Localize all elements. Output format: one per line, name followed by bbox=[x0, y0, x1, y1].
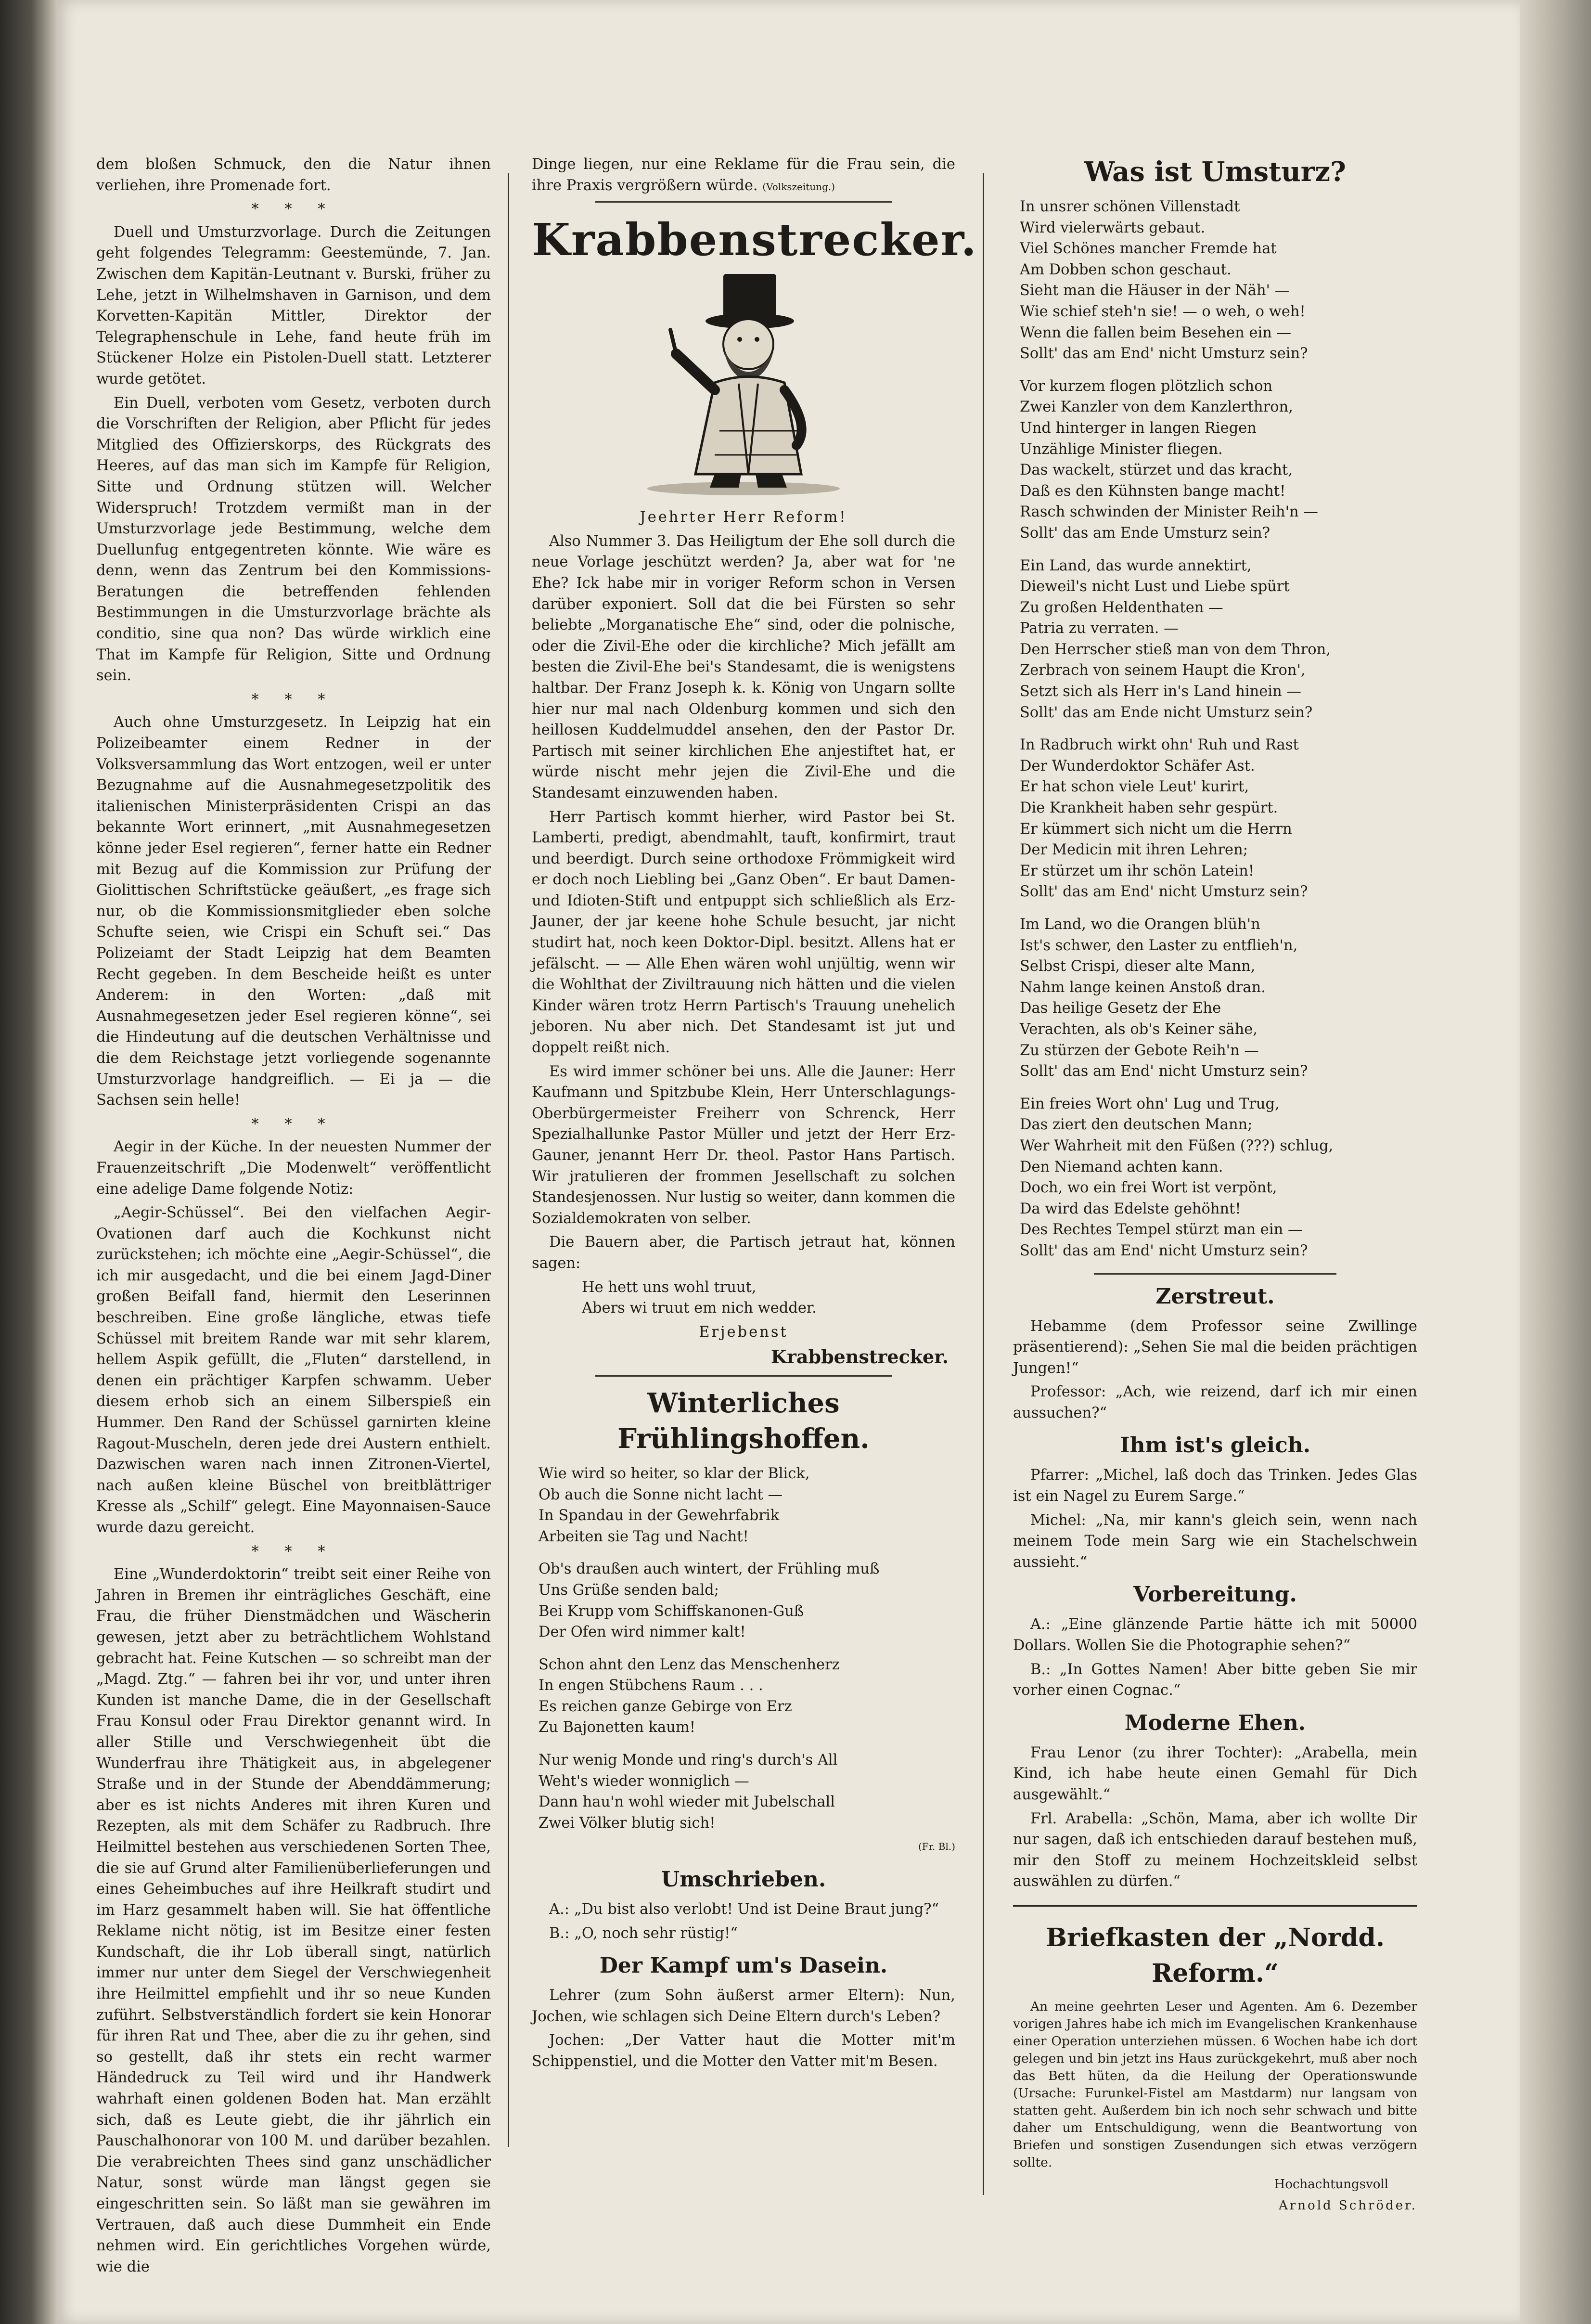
poem-line: Doch, wo ein frei Wort ist verpönt, bbox=[1020, 1179, 1277, 1197]
article-aegir-quote: „Aegir-Schüssel“. Bei den vielfachen Aegir-Ovationen darf auch die Kochkunst nicht zurückstehen; ich möchte eine „Aegir-Schüssel“, die ich mir ausgedacht, und die bei einem Jagd-Diner großen Beifall fand, hiermit den Leserinnen beschreiben. Eine große längliche, etwas tiefe Schüssel mit breitem Rande war mit sehr klarem, hellem Aspik gefüllt, die „Fluten“ darstellend, in denen ein prächtiger Karpfen schwamm. Ueber diesem erhob sich an einem Silberspieß ein Hummer. Den Rand der Schüssel garnirten kleine Ragout-Muscheln, deren jede drei Austern enthielt. Dazwischen waren nach innen Zitronen-Viertel, nach außen kleine Büschel von breitblättriger Kresse als „Schilf“ gelegt. Eine Mayonnaisen-Sauce wurde dazu gereicht. bbox=[96, 1204, 491, 1536]
poem-line: Zu stürzen der Gebote Reih'n — bbox=[1020, 1042, 1259, 1059]
poem-stanza bbox=[539, 1463, 955, 1547]
joke-line: Michel: „Na, mir kann's gleich sein, wenn nach meinem Tode mein Sarg wie ein Stachelschwein aussieht.“ bbox=[1013, 1511, 1417, 1571]
poem-line: Das wackelt, stürzet und das kracht, bbox=[1020, 462, 1293, 479]
poem-line: Zu großen Heldenthaten — bbox=[1020, 599, 1223, 616]
poem-line: Er kümmert sich nicht um die Herrn bbox=[1020, 820, 1292, 838]
poem-line: Am Dobben schon geschaut. bbox=[1020, 261, 1232, 278]
poem-line: Wer Wahrheit mit den Füßen (???) schlug, bbox=[1020, 1137, 1334, 1154]
poem-line: Die Krankheit haben sehr gespürt. bbox=[1020, 800, 1278, 817]
column-rule-2 bbox=[983, 173, 984, 2195]
poem-line: Selbst Crispi, dieser alte Mann, bbox=[1020, 958, 1256, 975]
joke-title: Umschrieben. bbox=[661, 1867, 826, 1892]
poem-line: Daß es den Kühnsten bange macht! bbox=[1020, 482, 1286, 500]
poem-line: Ein Land, das wurde annektirt, bbox=[1020, 557, 1252, 574]
poem-line: Im Land, wo die Orangen blüh'n bbox=[1020, 916, 1260, 933]
joke-title: Moderne Ehen. bbox=[1124, 1710, 1306, 1735]
poem-stanza bbox=[1020, 555, 1417, 723]
poem-line: Nur wenig Monde und ring's durch's All bbox=[539, 1752, 838, 1769]
couplet-line: He hett uns wohl truut, bbox=[582, 1278, 757, 1296]
joke-line: B.: „O, noch sehr rüstig!“ bbox=[549, 1924, 738, 1942]
poem-stanza bbox=[1020, 196, 1417, 364]
section-divider bbox=[1094, 1273, 1336, 1275]
poem-stanza bbox=[539, 1654, 955, 1738]
poem-stanza bbox=[539, 1559, 955, 1642]
letter-closing: Erjebenst bbox=[699, 1323, 788, 1341]
column-3 bbox=[1013, 154, 1417, 2216]
feature-title: Krabbenstrecker. bbox=[532, 214, 977, 266]
poem-line: Nahm lange keinen Anstoß dran. bbox=[1020, 979, 1266, 996]
poem-line: Vor kurzem flogen plötzlich schon bbox=[1020, 377, 1273, 395]
joke-line: Frl. Arabella: „Schön, Mama, aber ich wollte Dir nur sagen, daß ich entschieden darauf bestehen muß, mir den Stoff zu meinem Hochzeitskleid selbst auswählen zu dürfen.“ bbox=[1013, 1810, 1417, 1890]
poem-line: Dieweil's nicht Lust und Liebe spürt bbox=[1020, 578, 1290, 595]
mailbox-notice bbox=[1013, 1905, 1417, 2216]
separator-stars: * * * bbox=[251, 691, 336, 708]
poem-line: Sollt' das am End' nicht Umsturz sein? bbox=[1020, 1063, 1308, 1080]
poem-line: Schon ahnt den Lenz das Menschenherz bbox=[539, 1656, 840, 1673]
poem-line: Er stürzet um ihr schön Latein! bbox=[1020, 862, 1255, 879]
poem-line: Uns Grüße senden bald; bbox=[539, 1581, 719, 1599]
poem-line: Das ziert den deutschen Mann; bbox=[1020, 1116, 1253, 1134]
poem-line: Zwei Kanzler von dem Kanzlerthron, bbox=[1020, 399, 1293, 416]
poem-line: Da wird das Edelste gehöhnt! bbox=[1020, 1200, 1241, 1217]
poem-line: Ob auch die Sonne nicht lacht — bbox=[539, 1486, 783, 1503]
joke-title: Der Kampf um's Dasein. bbox=[599, 1953, 888, 1978]
poem-line: Arbeiten sie Tag und Nacht! bbox=[539, 1528, 749, 1545]
poem-line: Wie wird so heiter, so klar der Blick, bbox=[539, 1465, 810, 1482]
poem-line: Der Wunderdoktor Schäfer Ast. bbox=[1020, 757, 1255, 775]
letter-paragraph: Herr Partisch kommt hierher, wird Pastor bei St. Lamberti, predigt, abendmahlt, tauft, konfirmirt, traut und beerdigt. Durch seine orthodoxe Frömmigkeit wird er doch noch Liebling bei „Ganz Oben“. Er baut Damen- und Idioten-Stift und entpuppt sich schließlich als Erz-Jauner, der jar keene hohe Schule besucht, jar nicht studirt hat, noch keen Doktor-Dipl. besitzt. Allens hat er jefälscht. — — Alle Ehen wären wohl unjültig, wenn wir die Wohlthat der Ziviltrauung nich hätten und die vielen Kinder wären trotz Herrn Partisch's Trauung unehelich jeboren. Nu aber nich. Det Standesamt ist jut und doppelt reißt nich. bbox=[532, 808, 955, 1057]
poem-stanza bbox=[1020, 1094, 1417, 1262]
continuation-text: Dinge liegen, nur eine Reklame für die Frau sein, die ihre Praxis vergrößern würde. bbox=[532, 156, 955, 194]
poem-stanza bbox=[1020, 914, 1417, 1082]
poem-line: Er hat schon viele Leut' kurirt, bbox=[1020, 778, 1249, 796]
column-rule-1 bbox=[508, 173, 509, 2147]
mailbox-title: Briefkasten der „Nordd. Reform.“ bbox=[1046, 1923, 1385, 1988]
poem-line: Bei Krupp vom Schiffskanonen-Guß bbox=[539, 1602, 804, 1620]
poem-line: Sollt' das am End' nicht Umsturz sein? bbox=[1020, 1242, 1308, 1259]
poem-line: Und hinterger in langen Riegen bbox=[1020, 419, 1257, 437]
article-duell-1: Duell und Umsturzvorlage. Durch die Zeitungen geht folgendes Telegramm: Geestemünde, 7. Jan. Zwischen dem Kapitän-Leutnant v. Burski, früher zu Lehe, jetzt in Wilhelmshaven in Garnison, und dem Korvetten-Kapitän Mittler, Direktor der Telegraphenschule in Lehe, fand heute früh im Stückener Holze ein Pistolen-Duell statt. Letzterer wurde getötet. bbox=[96, 223, 491, 387]
column-1 bbox=[96, 154, 491, 2280]
poem-line: Setzt sich als Herr in's Land hinein — bbox=[1020, 683, 1301, 700]
separator-stars: * * * bbox=[251, 1543, 336, 1560]
poem-line: Wenn die fallen beim Besehen ein — bbox=[1020, 324, 1292, 341]
poem-line: Zwei Völker blutig sich! bbox=[539, 1814, 716, 1832]
joke-title: Zerstreut. bbox=[1155, 1284, 1275, 1309]
poem-line: Ob's draußen auch wintert, der Frühling muß bbox=[539, 1561, 880, 1578]
poem-line: Patria zu verraten. — bbox=[1020, 620, 1179, 637]
joke-line: Frau Lenor (zu ihrer Tochter): „Arabella, mein Kind, ich habe heute einen Gemahl für Dich ausgewählt.“ bbox=[1013, 1744, 1417, 1803]
joke-line: A.: „Eine glänzende Partie hätte ich mit 50000 Dollars. Wollen Sie die Photographie sehen?“ bbox=[1013, 1616, 1417, 1654]
dialect-couplet bbox=[539, 1277, 955, 1319]
section-divider bbox=[595, 201, 892, 203]
section-divider bbox=[595, 1375, 892, 1377]
mailbox-text: An meine geehrten Leser und Agenten. Am 6. Dezember vorigen Jahres habe ich mich im Evangelischen Krankenhause einer Operation unterziehen müssen. 6 Wochen habe ich dort gelegen und bin jetzt ins Haus zurückgekehrt, muß aber noch das Bett hüten, da die Heilung der Operationswunde (Ursache: Furunkel-Fistel am Mastdarm) nur langsam von statten geht. Außerdem bin ich noch sehr schwach und bitte daher um Entschuldigung, wenn die Beantwortung von Briefen und sonstigen Zusendungen sich etwas verzögern sollte. bbox=[1013, 1999, 1417, 2170]
poem-line: Verachten, als ob's Keiner sähe, bbox=[1020, 1020, 1257, 1038]
poem-line: Der Ofen wird nimmer kalt! bbox=[539, 1624, 746, 1641]
poem-line: Weht's wieder wonniglich — bbox=[539, 1772, 749, 1790]
poem-line: Viel Schönes mancher Fremde hat bbox=[1020, 240, 1277, 258]
poem-title: Was ist Umsturz? bbox=[1084, 156, 1346, 188]
poem-line: Dann hau'n wohl wieder mit Jubelschall bbox=[539, 1794, 835, 1811]
poem-line: Es reichen ganze Gebirge von Erz bbox=[539, 1698, 792, 1715]
joke-line: Professor: „Ach, wie reizend, darf ich mir einen aussuchen?“ bbox=[1013, 1383, 1417, 1421]
joke-title: Ihm ist's gleich. bbox=[1119, 1433, 1311, 1458]
joke-line: B.: „In Gottes Namen! Aber bitte geben Sie mir vorher einen Cognac.“ bbox=[1013, 1661, 1417, 1699]
poem-line: Sollt' das am End' nicht Umsturz sein? bbox=[1020, 345, 1308, 362]
column-2 bbox=[532, 154, 977, 2075]
joke-title: Vorbereitung. bbox=[1133, 1582, 1297, 1607]
letter-paragraph: Die Bauern aber, die Partisch jetraut hat, können sagen: bbox=[532, 1234, 955, 1272]
article-wunderdoktorin: Eine „Wunderdoktorin“ treibt seit einer Reihe von Jahren in Bremen ihr einträgliches Geschäft, eine Frau, die früher Dienstmädchen und Wäscherin gewesen, jetzt aber zu beträchtlichem Wohlstand gebracht hat. Feine Kutschen — so schreibt man der „Magd. Ztg.“ — fahren bei ihr vor, und unter ihren Kunden ist manche Dame, die in der Gesellschaft Frau Konsul oder Frau Direktor genannt wird. In aller Stille und Verschwiegenheit übt die Wunderfrau ihre Thätigkeit aus, in abgelegener Straße und in der Stunde der Abenddämmerung; aber es ist nichts Anderes mit ihren Kuren und Rezepten, als mit dem Schäfer zu Radbruch. Ihre Heilmittel bestehen aus verschiedenen Sorten Thee, die sie auf Grund alter Familienüberlieferungen und eines Geheimbuches auf ihre Heilkraft studirt und im Harz gesammelt haben will. Sie hat öffentliche Reklame nicht nötig, ist im Besitze einer festen Kundschaft, die ihr Lob überall singt, natürlich immer nur unter dem Siegel der Verschwiegenheit ihre Heilmittel empfiehlt und ihr so neue Kunden zuführt. Selbstverständlich fordert sie kein Honorar für ihren Rat und Thee, aber die zu ihr gehen, sind so gestellt, daß ihr stets ein recht warmer Händedruck zu Teil wird und ihr Handwerk wahrhaft einen goldenen Boden hat. Man erzählt sich, daß es Leute giebt, die ihr jährlich ein Pauschalhonorar von 100 M. und darüber bezahlen. Die verabreichten Thees sind ganz unschädlicher Natur, sonst würde man längst gegen sie eingeschritten sein. So läßt man sie gewähren im Vertrauen, daß auch diese Dummheit ein Ende nehmen wird. Ein gerichtliches Vorgehen würde, wie die bbox=[96, 1566, 491, 2275]
poem-line: In Spandau in der Gewehrfabrik bbox=[539, 1507, 780, 1524]
page-edge bbox=[1520, 0, 1591, 2324]
poem-line: Sollt' das am Ende Umsturz sein? bbox=[1020, 524, 1270, 542]
poem-line: Zerbrach von seinem Haupt die Kron', bbox=[1020, 662, 1306, 679]
letter-salutation: Jeehrter Herr Reform! bbox=[640, 509, 847, 526]
poem-line: In engen Stübchens Raum . . . bbox=[539, 1677, 763, 1694]
poem-line: Unzählige Minister fliegen. bbox=[1020, 440, 1223, 458]
article-duell-2: Ein Duell, verboten vom Gesetz, verboten durch die Vorschriften der Religion, aber Pflicht für jedes Mitglied des Offizierskorps, des Rückgrats des Heeres, auf das man sich im Kampfe für Religion, Sitte und Ordnung stützen will. Welcher Widerspruch! Trotzdem vermißt man in der Umsturzvorlage jede Bestimmung, welche dem Duellunfug entgegentreten könnte. Wie wäre es denn, wenn das Zentrum bei den Kommissions-Beratungen die betreffenden fehlenden Bestimmungen in die Umsturzvorlage brächte als conditio, sine qua non? Das würde wirklich eine That im Kampfe für Religion, Sitte und Ordnung sein. bbox=[96, 394, 491, 684]
joke-line: Hebamme (dem Professor seine Zwillinge präsentierend): „Sehen Sie mal die beiden prächtigen Jungen!“ bbox=[1013, 1317, 1417, 1377]
article-continuation bbox=[532, 154, 955, 197]
poem-line: Sollt' das am Ende nicht Umsturz sein? bbox=[1020, 704, 1313, 721]
couplet-line: Abers wi truut em nich wedder. bbox=[582, 1300, 817, 1317]
poem-line: Des Rechtes Tempel stürzt man ein — bbox=[1020, 1221, 1303, 1239]
article-umsturzgesetz: Auch ohne Umsturzgesetz. In Leipzig hat ein Polizeibeamter einem Redner in der Volksversammlung das Wort entzogen, weil er unter Bezugnahme auf die Ausnahmegesetzpolitik des italienischen Ministerpräsidenten Crispi an das bekannte Wort erinnert, „mit Ausnahmegesetzen könne jeder Esel regieren“, ferner hatte ein Redner mit Bezug auf die Kommission zur Prüfung der Giolittischen Schriftstücke geäußert, „es frage sich nur, ob die Kommissionsmitglieder eben solche Schufte seien, wie Crispi ein Schuft sei.“ Das Polizeiamt der Stadt Leipzig hat dem Beamten Recht gegeben. In dem Bescheide heißt es unter Anderem: in den Worten: „daß mit Ausnahmegesetzen jeder Esel regieren könne“, sei die Hindeutung auf die deutschen Verhältnisse und die dem Reichstage jetzt vorliegende sogenannte Umsturzvorlage handgreiflich. — Ei ja — die Sachsen sein helle! bbox=[96, 714, 491, 1109]
poem-line: Der Medicin mit ihren Lehren; bbox=[1020, 841, 1248, 859]
article-continuation: dem bloßen Schmuck, den die Natur ihnen verliehen, ihre Promenade fort. bbox=[96, 156, 491, 194]
separator-stars: * * * bbox=[251, 1115, 336, 1133]
poem-line: Wird vielerwärts gebaut. bbox=[1020, 219, 1206, 236]
letter-paragraph: Es wird immer schöner bei uns. Alle die Jauner: Herr Kaufmann und Spitzbube Klein, Herr Unterschlagungs-Oberbürgermeister Freiherr von Schrenck, Herr Spezialhallunke Pastor Müller und jetzt der Herr Erz-Gauner, jenannt Herr Dr. theol. Pastor Hans Partisch. Wir jratulieren der frommen Jesellschaft zu solchen Standesjenossen. Nur lustig so weiter, dann kommen die Sozialdemokraten von selber. bbox=[532, 1063, 955, 1227]
article-aegir-intro: Aegir in der Küche. In der neuesten Nummer der Frauenzeitschrift „Die Modenwelt“ veröffentlicht eine adelige Dame folgende Notiz: bbox=[96, 1138, 491, 1198]
joke-line: Lehrer (zum Sohn äußerst armer Eltern): Nun, Jochen, wie schlagen sich Deine Eltern durch's Leben? bbox=[532, 1987, 955, 2025]
poem-stanza bbox=[539, 1750, 955, 1833]
letter-paragraph: Also Nummer 3. Das Heiligtum der Ehe soll durch die neue Vorlage jeschützt werden? Ja, aber wat for 'ne Ehe? Ick habe mir in voriger Reform schon in Versen darüber exponiert. Soll dat die bei Fürsten so sehr beliebte „Morganatische Ehe“ sind, oder die polnische, oder die Zivil-Ehe oder die kirchliche? Mich jefällt am besten die Zivil-Ehe bei's Standesamt, die is wenigstens haltbar. Der Franz Joseph k. k. König von Ungarn sollte hier nur mal nach Oldenburg kommen und sich den heillosen Kuddelmuddel ansehen, den der Pastor Dr. Partisch mit seiner kirchlichen Ehe anjestiftet hat, er würde nischt mehr jejen die Zivil-Ehe und die Standesamt einzuwenden haben. bbox=[532, 532, 955, 801]
poem-line: Den Herrscher stieß man von dem Thron, bbox=[1020, 641, 1331, 658]
poem-line: Den Niemand achten kann. bbox=[1020, 1158, 1223, 1175]
joke-line: A.: „Du bist also verlobt! Und ist Deine Braut jung?“ bbox=[549, 1901, 939, 1918]
mailbox-signature: Arnold Schröder. bbox=[1279, 2198, 1417, 2213]
poem-line: Das heilige Gesetz der Ehe bbox=[1020, 1000, 1221, 1017]
joke-line: Jochen: „Der Vatter haut die Motter mit'm Schippenstiel, und die Motter den Vatter mit'm Besen. bbox=[532, 2032, 955, 2070]
poem-line: Sieht man die Häuser in der Näh' — bbox=[1020, 282, 1290, 299]
poem-source: (Fr. Bl.) bbox=[918, 1841, 955, 1853]
poem-line: Rasch schwinden der Minister Reih'n — bbox=[1020, 504, 1318, 521]
mailbox-closing: Hochachtungsvoll bbox=[1274, 2177, 1388, 2192]
poem-line: Sollt' das am End' nicht Umsturz sein? bbox=[1020, 883, 1308, 901]
poem-line: In Radbruch wirkt ohn' Ruh und Rast bbox=[1020, 736, 1299, 754]
caricature-illustration bbox=[642, 272, 845, 498]
letter-signature: Krabbenstrecker. bbox=[770, 1346, 949, 1368]
source-credit: (Volkszeitung.) bbox=[762, 181, 835, 193]
poem-title: Winterliches Frühlingshoffen. bbox=[617, 1387, 870, 1455]
joke-line: Pfarrer: „Michel, laß doch das Trinken. Jedes Glas ist ein Nagel zu Eurem Sarge.“ bbox=[1013, 1467, 1417, 1505]
poem-line: In unsrer schönen Villenstadt bbox=[1020, 198, 1240, 215]
poem-stanza bbox=[1020, 376, 1417, 544]
poem-line: Wie schief steh'n sie! — o weh, o weh! bbox=[1020, 303, 1306, 320]
poem-line: Zu Bajonetten kaum! bbox=[539, 1719, 696, 1736]
separator-stars: * * * bbox=[251, 201, 336, 218]
poem-stanza bbox=[1020, 735, 1417, 903]
poem-line: Ist's schwer, den Laster zu entflieh'n, bbox=[1020, 937, 1298, 954]
book-binding bbox=[0, 0, 57, 2324]
poem-line: Ein freies Wort ohn' Lug und Trug, bbox=[1020, 1095, 1280, 1112]
